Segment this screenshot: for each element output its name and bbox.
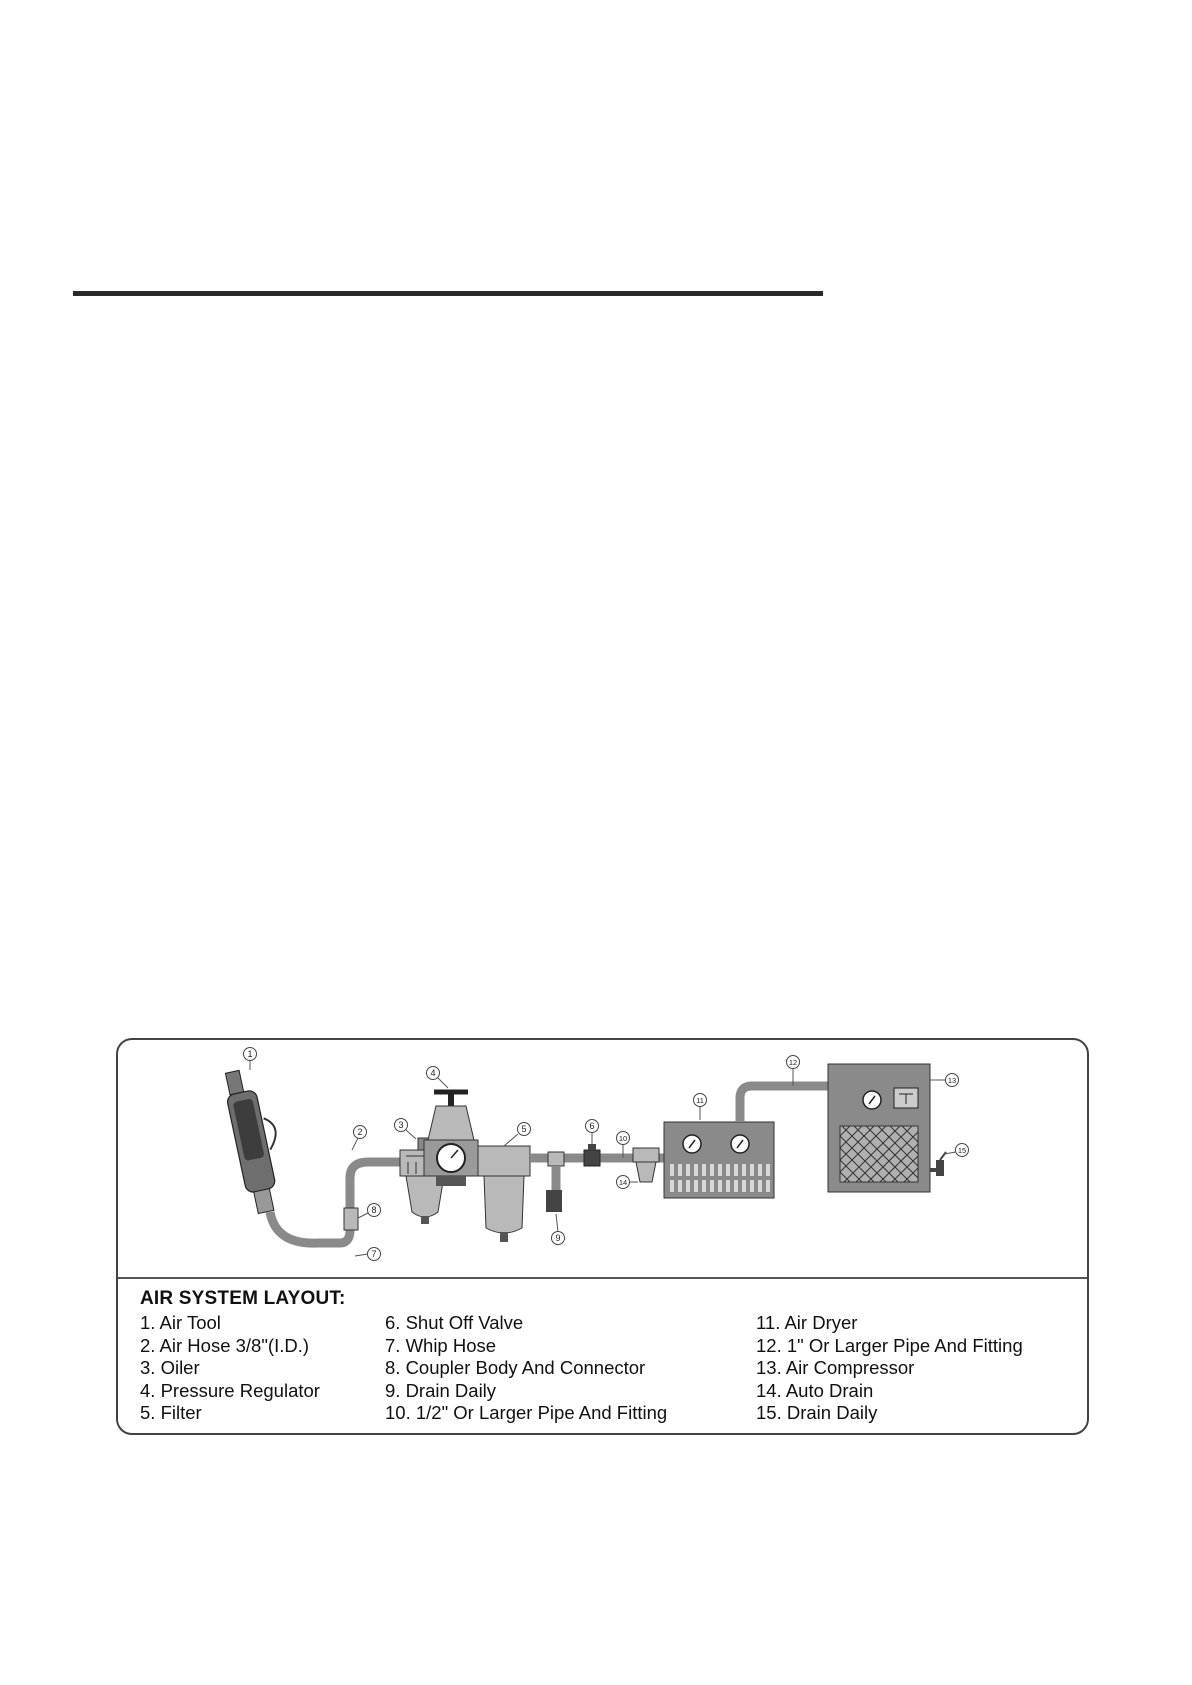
callout-5: 5 bbox=[521, 1124, 527, 1134]
whip-hose bbox=[270, 1212, 340, 1243]
callout-6: 6 bbox=[589, 1121, 595, 1131]
callout-1: 1 bbox=[247, 1049, 253, 1059]
callout-2: 2 bbox=[357, 1127, 363, 1137]
callout-9: 9 bbox=[555, 1233, 561, 1243]
air-system-layout-panel bbox=[116, 1038, 1089, 1435]
legend-item: 6. Shut Off Valve bbox=[385, 1312, 524, 1333]
callout-12: 12 bbox=[788, 1058, 798, 1067]
legend-item: 11. Air Dryer bbox=[756, 1312, 858, 1333]
auto-drain bbox=[633, 1148, 659, 1182]
legend-item: 14. Auto Drain bbox=[756, 1379, 874, 1401]
legend-item: 5. Filter bbox=[140, 1402, 202, 1423]
shut-off-valve bbox=[584, 1150, 600, 1166]
panel-divider bbox=[118, 1277, 1087, 1279]
drain-valve bbox=[546, 1190, 562, 1212]
legend-column-1 bbox=[140, 1312, 320, 1425]
callout-7: 7 bbox=[371, 1249, 377, 1259]
legend-item: 10. 1/2" Or Larger Pipe And Fitting bbox=[385, 1402, 668, 1423]
callout-13: 13 bbox=[947, 1076, 957, 1085]
legend-item: 8. Coupler Body And Connector bbox=[385, 1357, 646, 1378]
legend-item: 7. Whip Hose bbox=[385, 1334, 497, 1356]
legend-item: 12. 1" Or Larger Pipe And Fitting bbox=[756, 1334, 1023, 1356]
callout-4: 4 bbox=[430, 1068, 436, 1078]
legend-item: 1. Air Tool bbox=[140, 1312, 221, 1333]
callout-3: 3 bbox=[398, 1120, 404, 1130]
callout-10: 10 bbox=[618, 1134, 628, 1143]
air-compressor bbox=[828, 1064, 930, 1192]
pipe-one-inch bbox=[740, 1086, 828, 1122]
air-tool bbox=[222, 1066, 292, 1215]
air-dryer bbox=[664, 1122, 774, 1198]
air-hose bbox=[340, 1162, 400, 1243]
legend-item: 15. Drain Daily bbox=[756, 1402, 878, 1423]
legend-item: 9. Drain Daily bbox=[385, 1379, 497, 1401]
callout-14: 14 bbox=[618, 1178, 628, 1187]
legend-title: AIR SYSTEM LAYOUT: bbox=[140, 1288, 346, 1309]
legend-item: 2. Air Hose 3/8"(I.D.) bbox=[140, 1334, 310, 1356]
legend-item: 3. Oiler bbox=[140, 1357, 200, 1378]
pressure-regulator bbox=[424, 1092, 478, 1186]
callout-8: 8 bbox=[371, 1205, 377, 1215]
legend-item: 13. Air Compressor bbox=[756, 1357, 915, 1378]
horizontal-rule bbox=[73, 291, 823, 296]
filter bbox=[478, 1146, 530, 1242]
callout-11: 11 bbox=[696, 1096, 704, 1105]
legend-item: 4. Pressure Regulator bbox=[140, 1379, 320, 1401]
coupler-body bbox=[344, 1208, 358, 1230]
legend-column-3 bbox=[756, 1312, 1023, 1425]
legend-column-2 bbox=[385, 1312, 667, 1425]
legend bbox=[140, 1288, 1080, 1432]
callout-15: 15 bbox=[957, 1146, 967, 1155]
compressor-drain-valve bbox=[930, 1152, 946, 1176]
air-system-diagram bbox=[118, 1040, 1087, 1277]
